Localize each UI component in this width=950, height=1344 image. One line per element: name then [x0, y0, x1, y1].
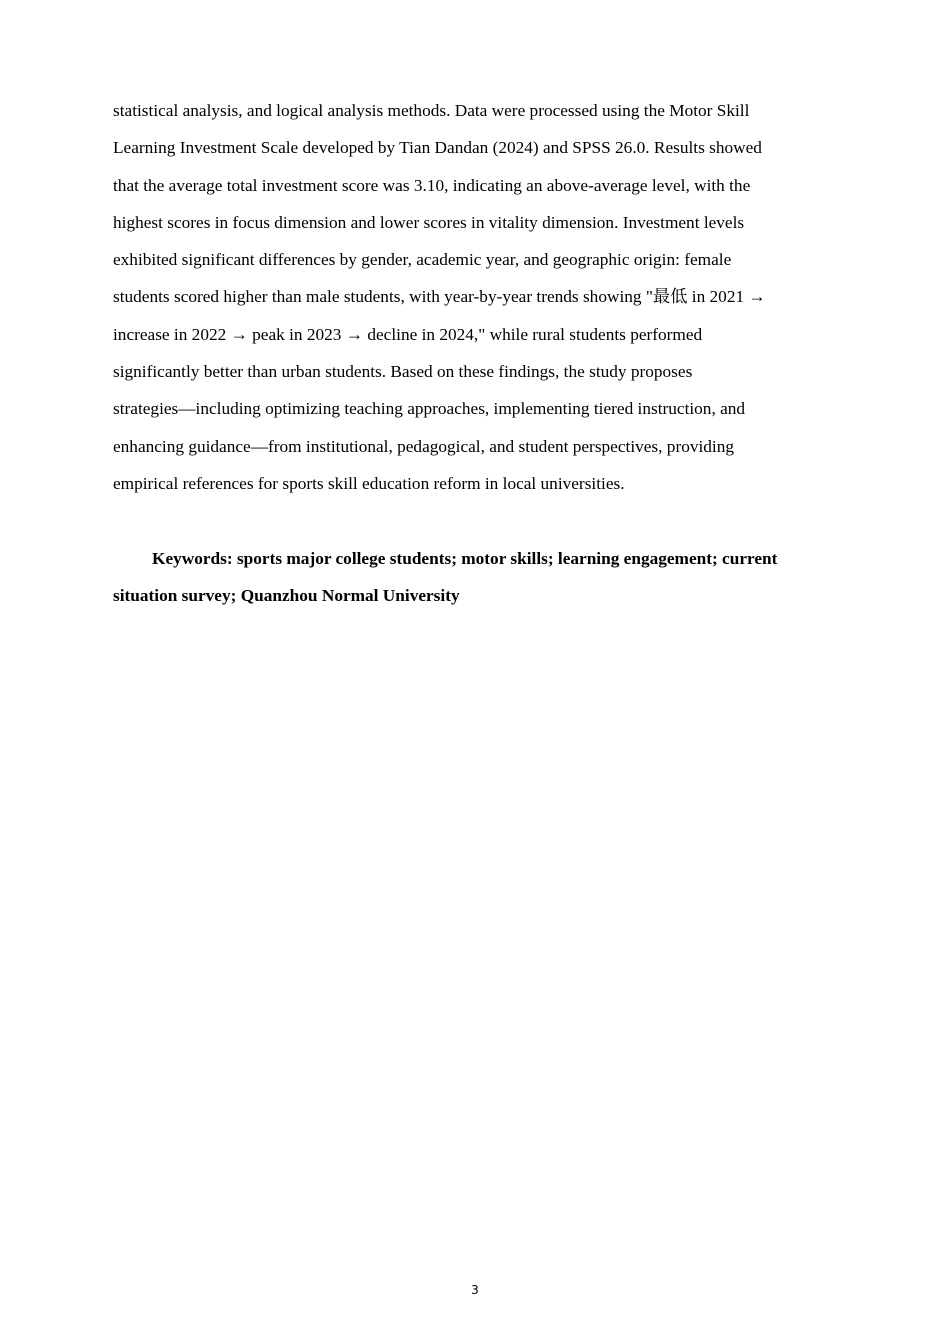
abstract-line: strategies—including optimizing teaching approaches, implementing tiered instruction, and	[113, 399, 746, 419]
abstract-line: significantly better than urban students. Based on these findings, the study proposes	[113, 362, 693, 382]
keywords-line: situation survey; Quanzhou Normal University	[113, 586, 460, 606]
keywords-paragraph	[113, 540, 853, 615]
abstract-line: Learning Investment Scale developed by Tian Dandan (2024) and SPSS 26.0. Results showed	[113, 138, 762, 158]
keywords-line: Keywords: sports major college students; motor skills; learning engagement; current	[152, 549, 778, 568]
abstract-line: exhibited significant differences by gender, academic year, and geographic origin: female	[113, 250, 732, 270]
abstract-line: empirical references for sports skill education reform in local universities.	[113, 473, 625, 493]
abstract-paragraph	[113, 92, 848, 502]
abstract-line: highest scores in focus dimension and lower scores in vitality dimension. Investment levels	[113, 212, 745, 232]
page-number: 3	[471, 1283, 479, 1297]
abstract-line: that the average total investment score was 3.10, indicating an above-average level, with the	[113, 175, 751, 195]
abstract-line: statistical analysis, and logical analysis methods. Data were processed using the Motor Skill	[113, 101, 750, 120]
abstract-line: students scored higher than male students, with year-by-year trends showing "最低 in 2021 →	[113, 287, 766, 307]
abstract-line: increase in 2022 → peak in 2023 → decline in 2024," while rural students performed	[113, 324, 703, 344]
abstract-line: enhancing guidance—from institutional, pedagogical, and student perspectives, providing	[113, 436, 735, 456]
